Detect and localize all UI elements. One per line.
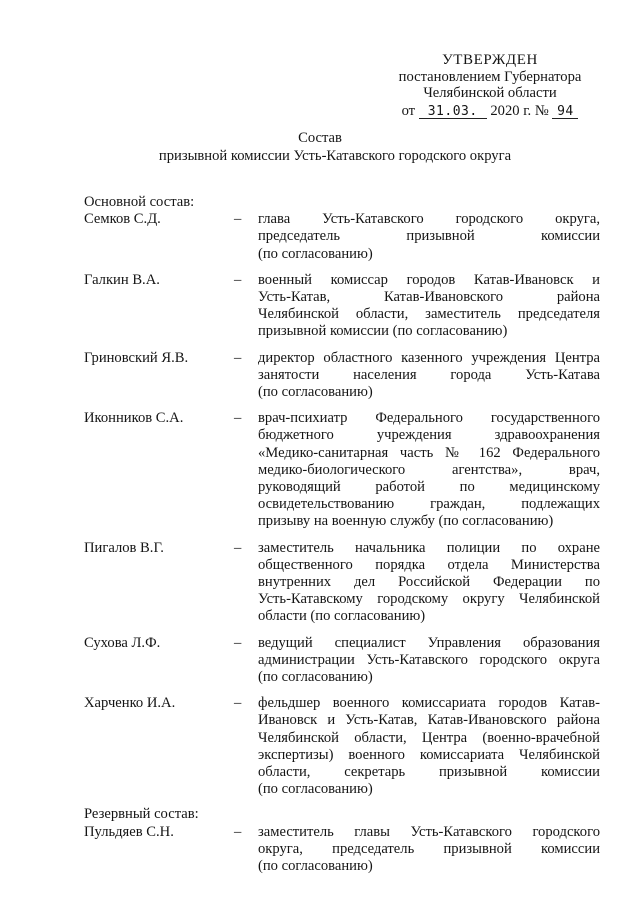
member-row [84, 211, 600, 263]
member-row [84, 350, 600, 402]
member-role-line: Усть-Катав, Катав-Ивановского района [258, 289, 600, 305]
main-section-label: Основной состав: [84, 194, 195, 210]
member-role-line: области (по согласованию) [258, 608, 426, 625]
member-role-line: общественного порядка отдела Министерства [258, 556, 600, 573]
member-name: Семков С.Д. [84, 211, 161, 228]
approval-from-label: от [401, 102, 416, 119]
member-row [84, 272, 600, 341]
main-members-list [84, 211, 600, 798]
member-role-line: Челябинской области, Центра (военно-врачебной [258, 729, 600, 746]
member-role-line: фельдшер военного комиссариата городов Катав- [258, 695, 600, 712]
member-role-line: (по согласованию) [258, 781, 373, 798]
member-role-line: (по согласованию) [258, 669, 373, 686]
member-role [258, 410, 600, 530]
approval-order-line [380, 103, 600, 120]
member-role [258, 540, 600, 626]
member-role-line: врач-психиатр Федерального государственного [258, 410, 600, 427]
member-name: Гриновский Я.В. [84, 349, 189, 366]
approval-date: 31.03. [419, 105, 487, 119]
title-line-2: призывной комиссии Усть-Катавского городского округа [158, 147, 512, 164]
approval-number: 94 [552, 105, 578, 119]
member-dash: – [234, 823, 242, 840]
member-role-line: призывной комиссии (по согласованию) [258, 323, 508, 340]
member-role [258, 695, 600, 798]
member-dash: – [234, 410, 242, 427]
member-role [258, 635, 600, 687]
member-dash: – [234, 634, 242, 651]
member-role-line: ведущий специалист Управления образования [258, 634, 600, 651]
member-row [84, 635, 600, 687]
member-role-line: (по согласованию) [258, 384, 373, 401]
member-role-line: медико-биологического агентства», врач, [258, 461, 600, 478]
member-dash: – [234, 695, 242, 712]
member-role-line: «Медико-санитарная часть № 162 Федерального [258, 444, 600, 461]
member-role-line: Ивановск и Усть-Катав, Катав-Ивановского района [258, 712, 600, 729]
member-name: Пульдяев С.Н. [84, 823, 174, 840]
member-dash: – [234, 271, 242, 288]
member-role-line: Челябинской области, заместитель председателя [258, 306, 600, 323]
member-role-line: округа, председатель призывной комиссии [258, 840, 600, 857]
member-role-line: внутренних дел Российской Федерации по [258, 574, 600, 591]
document-title [0, 130, 640, 165]
commission-list [84, 194, 600, 875]
member-role-line: призыву на военную службу (по согласованию) [258, 513, 554, 530]
member-role [258, 272, 600, 341]
reserve-section-label: Резервный состав: [84, 806, 199, 823]
member-role-line: экспертизы) военного комиссариата Челябинской [258, 746, 600, 763]
member-row [84, 540, 600, 626]
member-role-line: директор областного казенного учреждения Центра [258, 349, 600, 366]
member-role-line: Усть-Катавскому городскому округу Челябинской [258, 591, 600, 608]
member-role-line: заместитель начальника полиции по охране [258, 539, 600, 556]
member-name: Харченко И.А. [84, 695, 176, 712]
member-role-line: занятости населения города Усть-Катава [258, 366, 600, 383]
member-role-line: руководящий работой по медицинскому [258, 479, 600, 496]
member-role-line: (по согласованию) [258, 245, 373, 262]
title-line-1: Состав [298, 130, 342, 146]
approval-line-2: Челябинской области [423, 85, 557, 101]
member-role-line: (по согласованию) [258, 858, 373, 875]
member-role-line: военный комиссар городов Катав-Ивановск и [258, 271, 600, 288]
member-role [258, 211, 600, 263]
approval-line-1: постановлением Губернатора [398, 68, 582, 85]
member-row [84, 824, 600, 876]
approval-title: УТВЕРЖДЕН [442, 52, 538, 68]
member-role-line: председатель призывной комиссии [258, 228, 600, 245]
member-dash: – [234, 349, 242, 366]
member-name: Галкин В.А. [84, 271, 160, 288]
member-name: Иконников С.А. [84, 410, 184, 427]
member-role [258, 824, 600, 876]
member-role-line: освидетельствованию граждан, подлежащих [258, 496, 600, 513]
approval-block [380, 52, 600, 119]
member-role [258, 350, 600, 402]
member-role-line: бюджетного учреждения здравоохранения [258, 427, 600, 444]
member-role-line: области, секретарь призывной комиссии [258, 764, 600, 781]
reserve-members-list [84, 824, 600, 876]
member-name: Сухова Л.Ф. [84, 634, 161, 651]
member-role-line: глава Усть-Катавского городского округа, [258, 211, 600, 228]
member-row [84, 410, 600, 530]
member-role-line: заместитель главы Усть-Катавского городского [258, 823, 600, 840]
member-dash: – [234, 211, 242, 228]
member-dash: – [234, 539, 242, 556]
approval-year-label: 2020 г. № [490, 102, 549, 119]
member-role-line: администрации Усть-Катавского городского округа [258, 651, 600, 668]
member-name: Пигалов В.Г. [84, 539, 164, 556]
member-row [84, 695, 600, 798]
